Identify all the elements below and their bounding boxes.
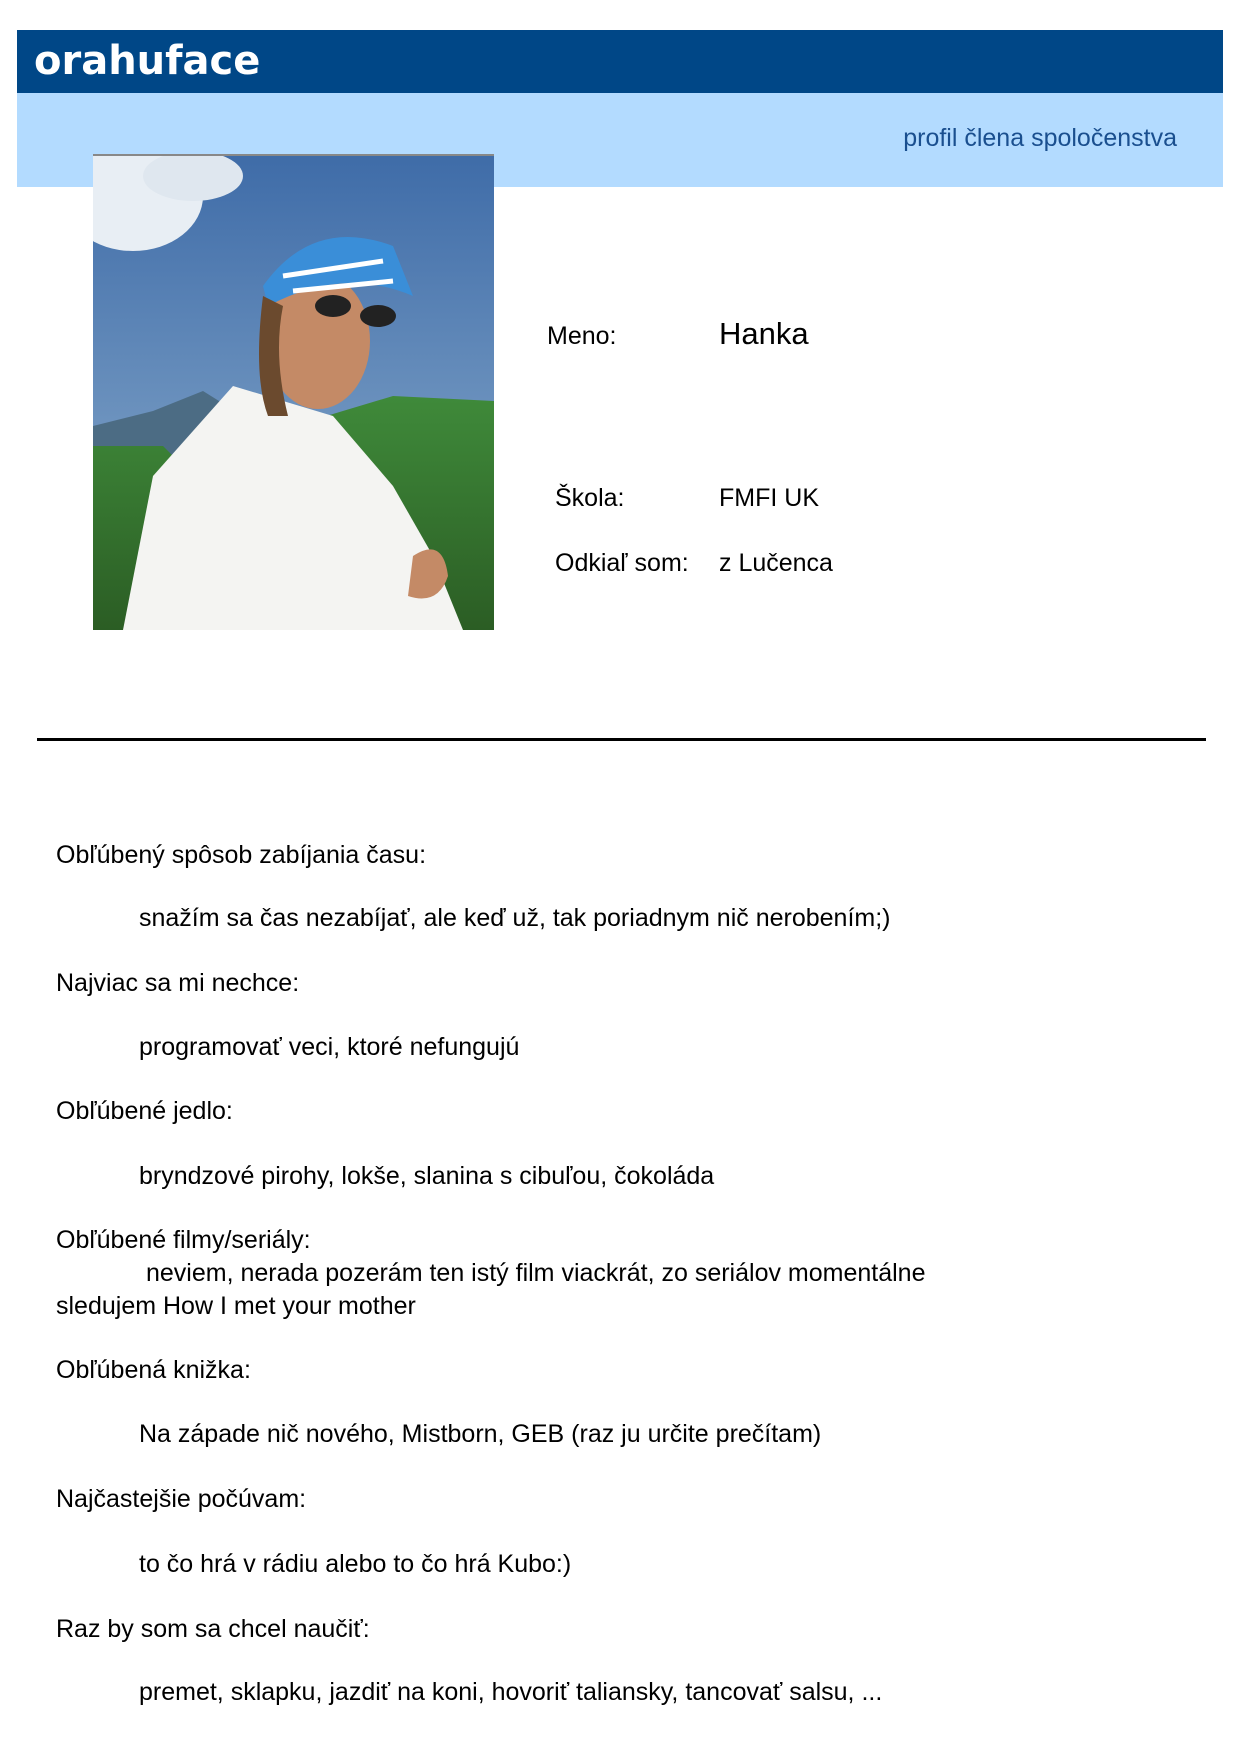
question-learn: Raz by som sa chcel naučiť: <box>56 1615 370 1643</box>
site-title: orahuface <box>34 38 261 84</box>
origin-label: Odkiaľ som: <box>555 549 689 577</box>
question-pastime: Obľúbený spôsob zabíjania času: <box>56 841 427 869</box>
page-subtitle: profil člena spoločenstva <box>903 124 1177 152</box>
answer-pastime: snažím sa čas nezabíjať, ale keď už, tak poriadnym nič nerobením;) <box>139 904 891 932</box>
profile-photo <box>93 154 494 630</box>
answer-movies-continued: sledujem How I met your mother <box>56 1292 416 1320</box>
answer-learn: premet, sklapku, jazdiť na koni, hovoriť taliansky, tancovať salsu, ... <box>139 1678 883 1706</box>
question-music: Najčastejšie počúvam: <box>56 1485 307 1513</box>
answer-food: bryndzové pirohy, lokše, slanina s cibuľou, čokoláda <box>139 1162 715 1190</box>
answer-dislike: programovať veci, ktoré nefungujú <box>139 1033 520 1061</box>
answer-book: Na západe nič nového, Mistborn, GEB (raz ju určite prečítam) <box>139 1420 822 1448</box>
school-value: FMFI UK <box>719 484 819 512</box>
origin-value: z Lučenca <box>719 549 833 577</box>
divider <box>37 738 1206 741</box>
profile-photo-image <box>93 156 494 630</box>
question-book: Obľúbená knižka: <box>56 1356 251 1384</box>
answer-music: to čo hrá v rádiu alebo to čo hrá Kubo:) <box>139 1550 572 1578</box>
question-dislike: Najviac sa mi nechce: <box>56 969 300 997</box>
school-label: Škola: <box>555 484 625 512</box>
name-label: Meno: <box>547 322 617 350</box>
answer-movies: neviem, nerada pozerám ten istý film viackrát, zo seriálov momentálne <box>146 1259 926 1287</box>
name-value: Hanka <box>719 316 809 351</box>
question-movies: Obľúbené filmy/seriály: <box>56 1226 311 1254</box>
question-food: Obľúbené jedlo: <box>56 1097 233 1125</box>
